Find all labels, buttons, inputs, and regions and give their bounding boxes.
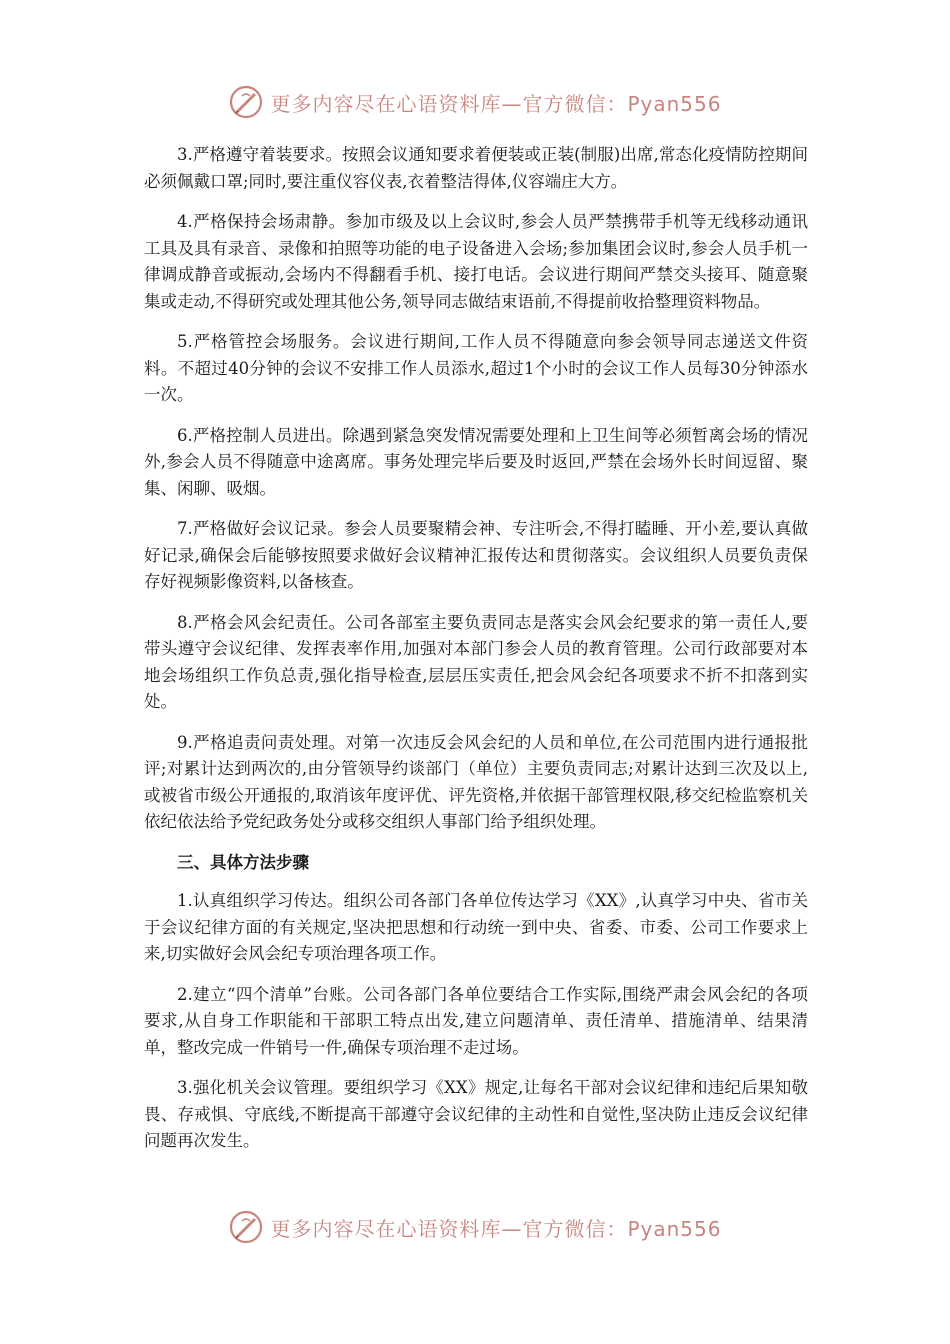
paragraph-8: 8.严格会风会纪责任。公司各部室主要负责同志是落实会风会纪要求的第一责任人,要带头遵守会议纪律、发挥表率作用,加强对本部门参会人员的教育管理。公司行政部要对本地会场组织工作负总责,强化指导检查,层层压实责任,把会风会纪各项要求不折不扣落到实处。: [144, 612, 808, 711]
document-body: [144, 142, 808, 1169]
watermark-text: 更多内容尽在心语资料库—官方微信：Pyan556: [270, 91, 722, 116]
paragraph-3: 3.严格遵守着装要求。按照会议通知要求着便装或正装(制服)出席,常态化疫情防控期间必须佩戴口罩;同时,要注重仪容仪表,衣着整洁得体,仪容端庄大方。: [144, 145, 808, 191]
paragraph-6: 6.严格控制人员进出。除遇到紧急突发情况需要处理和上卫生间等必须暂离会场的情况外,参会人员不得随意中途离席。事务处理完毕后要及时返回,严禁在会场外长时间逗留、聚集、闲聊、吸烟。: [144, 425, 808, 498]
paragraph-9: 9.严格追责问责处理。对第一次违反会风会纪的人员和单位,在公司范围内进行通报批评;对累计达到两次的,由分管领导约谈部门（单位）主要负责同志;对累计达到三次及以上,或被省市级公开通报的,取消该年度评优、评先资格,并依据干部管理权限,移交纪检监察机关依纪依法给予党纪政务处分或移交组织人事部门给予组织处理。: [144, 732, 808, 831]
pen-logo-icon: [228, 84, 264, 120]
paragraph-5: 5.严格管控会场服务。会议进行期间,工作人员不得随意向参会领导同志递送文件资料。不超过40分钟的会议不安排工作人员添水,超过1个小时的会议工作人员每30分钟添水一次。: [144, 332, 808, 404]
header-watermark: [0, 82, 950, 122]
section-heading: 三、具体方法步骤: [177, 852, 309, 872]
watermark-text: 更多内容尽在心语资料库—官方微信：Pyan556: [270, 1216, 722, 1241]
paragraph-4: 4.严格保持会场肃静。参加市级及以上会议时,参会人员严禁携带手机等无线移动通讯工具及具有录音、录像和拍照等功能的电子设备进入会场;参加集团会议时,参会人员手机一律调成静音或振动,会场内不得翻看手机、接打电话。会议进行期间严禁交头接耳、随意聚集或走动,不得研究或处理其他公务,领导同志做结束语前,不得提前收拾整理资料物品。: [144, 212, 808, 311]
paragraph-7: 7.严格做好会议记录。参会人员要聚精会神、专注听会,不得打瞌睡、开小差,要认真做好记录,确保会后能够按照要求做好会议精神汇报传达和贯彻落实。会议组织人员要负责保存好视频影像资料,以备核查。: [144, 519, 808, 591]
step-paragraph-3: 3.强化机关会议管理。要组织学习《XX》规定,让每名干部对会议纪律和违纪后果知敬畏、存戒惧、守底线,不断提高干部遵守会议纪律的主动性和自觉性,坚决防止违反会议纪律问题再次发生。: [144, 1078, 808, 1150]
step-paragraph-1: 1.认真组织学习传达。组织公司各部门各单位传达学习《XX》,认真学习中央、省市关于会议纪律方面的有关规定,坚决把思想和行动统一到中央、省委、市委、公司工作要求上来,切实做好会风会纪专项治理各项工作。: [144, 891, 808, 963]
footer-watermark: [0, 1207, 950, 1247]
pen-logo-icon: [228, 1209, 264, 1245]
step-paragraph-2: 2.建立“四个清单”台账。公司各部门各单位要结合工作实际,围绕严肃会风会纪的各项要求,从自身工作职能和干部职工特点出发,建立问题清单、责任清单、措施清单、结果清单，整改完成一件销号一件,确保专项治理不走过场。: [144, 984, 808, 1057]
